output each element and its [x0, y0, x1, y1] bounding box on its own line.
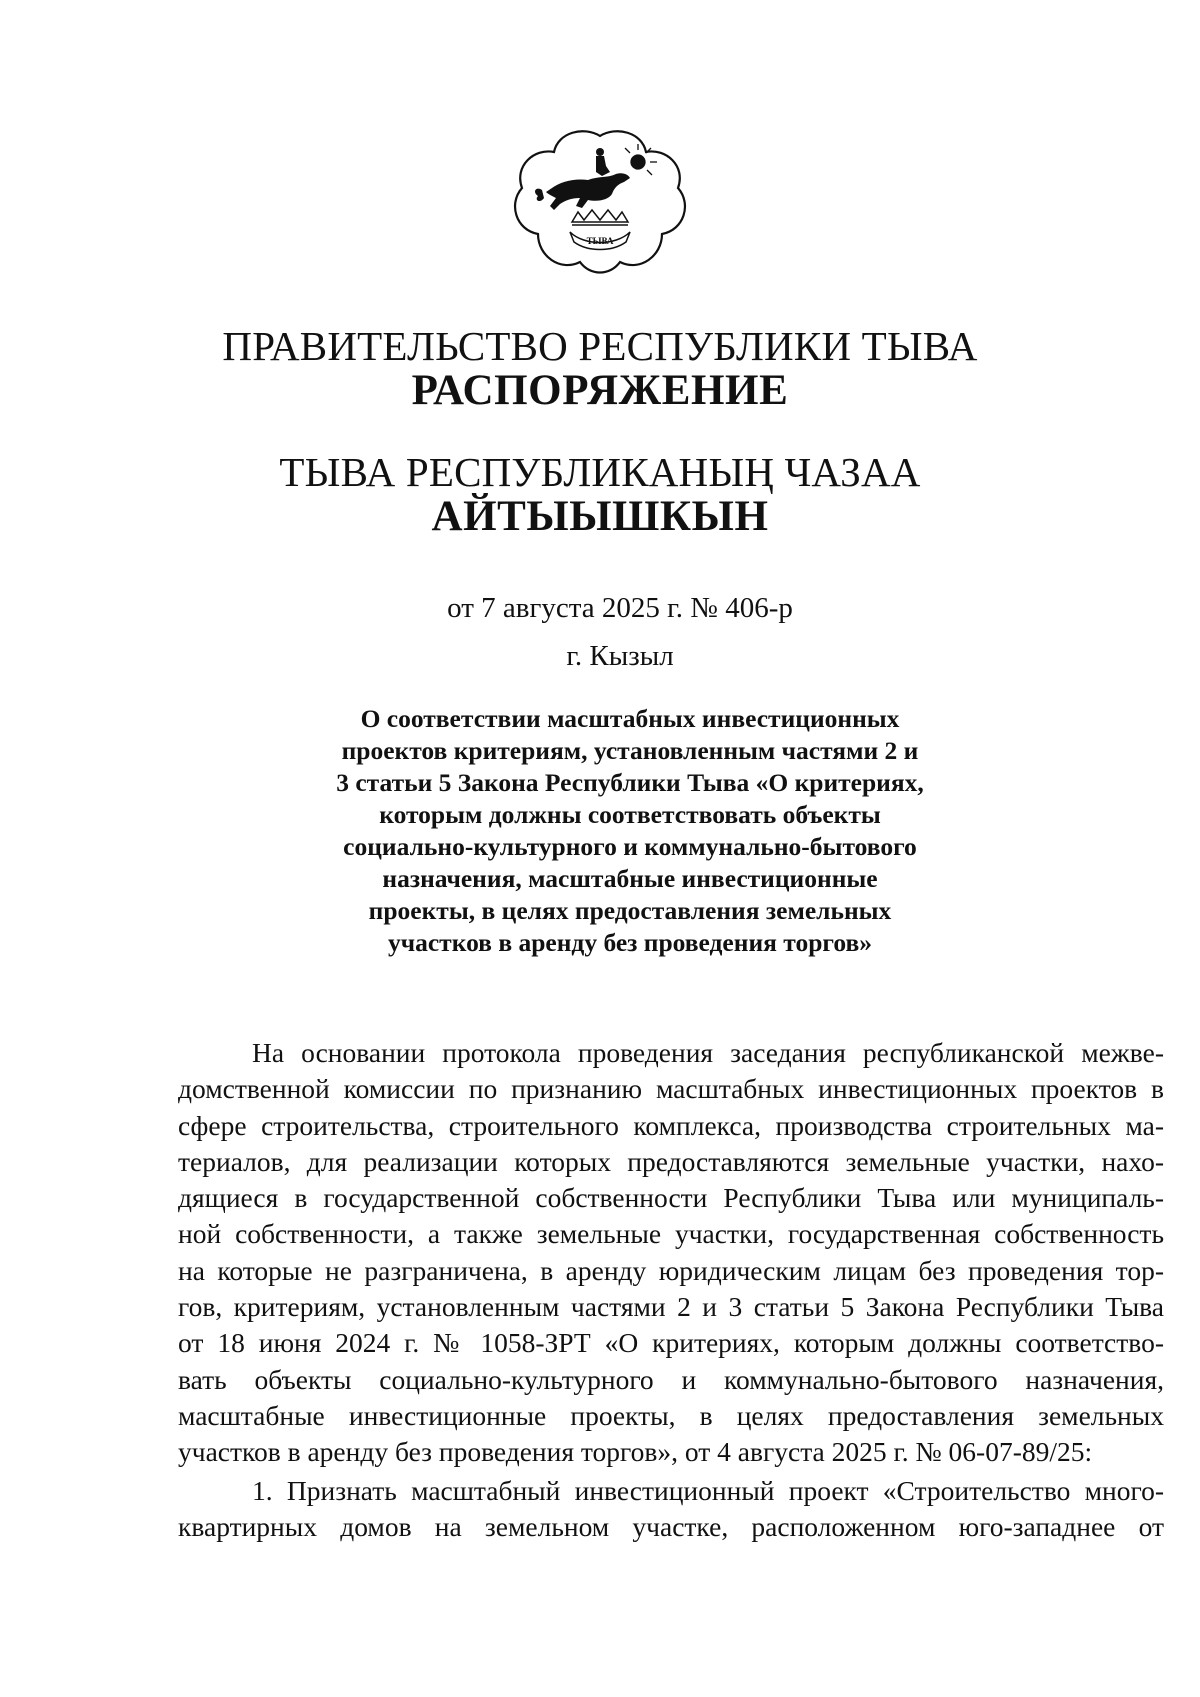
body-line: териалов, для реализации которых предоставляются земельные участки, нахо- — [178, 1145, 1164, 1177]
body-line: квартирных домов на земельном участке, расположенном юго-западнее от — [178, 1511, 1164, 1543]
emblem-ribbon-text: ТЫВА — [586, 236, 614, 246]
subject-line: О соответствии масштабных инвестиционных — [360, 704, 900, 733]
document-city: г. Кызыл — [566, 640, 674, 672]
body-line: от 18 июня 2024 г. № 1058-ЗРТ «О критериях, которым должны соответство- — [178, 1327, 1164, 1359]
body-line: домственной комиссии по признанию масштабных инвестиционных проектов в — [178, 1073, 1164, 1105]
body-line: На основании протокола проведения заседания республиканской межве- — [252, 1037, 1164, 1068]
body-line: дящиеся в государственной собственности Республики Тыва или муниципаль- — [178, 1182, 1164, 1214]
body-line: гов, критериям, установленным частями 2 и 3 статьи 5 Закона Республики Тыва — [178, 1291, 1164, 1323]
document-subject — [300, 703, 960, 959]
body-line: 1. Признать масштабный инвестиционный проект «Строительство много- — [252, 1475, 1164, 1506]
subject-line: 3 статьи 5 Закона Республики Тыва «О критериях, — [336, 768, 924, 797]
subject-line: проектов критериям, установленным частями 2 и — [341, 736, 919, 765]
body-paragraph-preamble — [178, 1035, 1164, 1471]
body-line: ной собственности, а также земельные участки, государственная собственность — [178, 1218, 1164, 1250]
body-paragraph-item-1 — [178, 1473, 1164, 1546]
body-line: масштабные инвестиционные проекты, в целях предоставления земельных — [178, 1399, 1164, 1431]
coat-of-arms-emblem-icon — [512, 126, 688, 276]
document-type-tyv: АЙТЫЫШКЫН — [431, 493, 769, 540]
document-date-number: от 7 августа 2025 г. № 406-р — [447, 592, 793, 624]
government-title-tyv: ТЫВА РЕСПУБЛИКАНЫҢ ЧАЗАА — [279, 449, 921, 495]
subject-line: проекты, в целях предоставления земельных — [368, 896, 892, 925]
subject-line: которым должны соответствовать объекты — [379, 800, 881, 829]
body-line: участков в аренду без проведения торгов», от 4 августа 2025 г. № 06-07-89/25: — [178, 1436, 1093, 1468]
body-line: сфере строительства, строительного комплекса, производства строительных ма- — [178, 1109, 1164, 1141]
body-line: на которые не разграничена, в аренду юридическим лицам без проведения тор- — [178, 1254, 1164, 1286]
subject-line: социально-культурного и коммунально-бытового — [343, 832, 917, 861]
subject-line: участков в аренду без проведения торгов» — [387, 928, 873, 957]
subject-line: назначения, масштабные инвестиционные — [382, 864, 878, 893]
document-type-ru: РАСПОРЯЖЕНИЕ — [411, 367, 789, 414]
body-line: вать объекты социально-культурного и коммунально-бытового назначения, — [178, 1363, 1164, 1395]
government-title-ru: ПРАВИТЕЛЬСТВО РЕСПУБЛИКИ ТЫВА — [222, 323, 978, 369]
